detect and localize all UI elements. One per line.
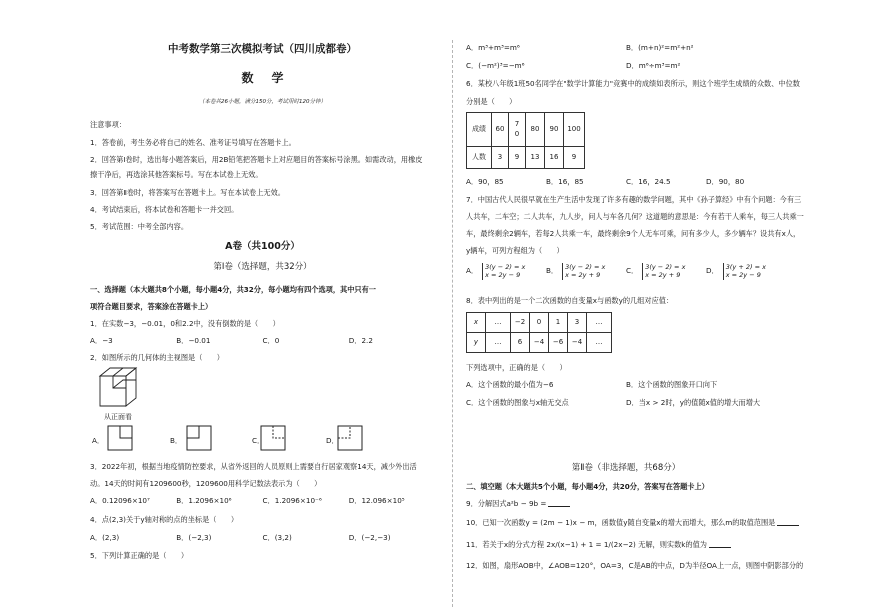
y-cell: 6 (511, 333, 530, 353)
count-cell: 9 (564, 147, 585, 169)
q1-option-c: C．0 (262, 336, 280, 345)
q6-option-b: B．16，85 (546, 177, 584, 186)
q4-option-d: D．(−2,−3) (348, 533, 391, 542)
exam-note: （本卷共26小题，满分150分，考试用时120分钟） (199, 99, 326, 105)
q3-option-a: A．0.12096×10⁷ (90, 496, 150, 505)
q7-option-c (626, 263, 706, 280)
q3-option-c: C．1.2096×10⁻⁶ (262, 496, 322, 505)
q7-option-d-system (723, 263, 766, 280)
question-8: 8．表中列出的是一个二次函数的自变量x与函数y的几组对应值： (466, 296, 674, 305)
q1-option-b: B．−0.01 (176, 336, 211, 345)
y-header: y (467, 333, 486, 353)
question-7-line-2: 人共车，二车空；二人共车，九人步，问人与车各几何？这道题的意思是：今有若干人乘车，每三人共乘一 (466, 212, 804, 221)
q7-option-a-system (482, 263, 525, 280)
score-cell: 80 (526, 113, 545, 147)
note-line-3: 擦干净后，再选涂其他答案标号。写在本试卷上无效。 (90, 170, 263, 179)
question-5-options-row2 (466, 61, 786, 71)
q7-option-b-label: B． (546, 266, 559, 276)
q7-option-b-system (562, 263, 605, 280)
notes-heading: 注意事项： (90, 120, 126, 129)
question-10 (466, 518, 799, 528)
question-7-options (466, 263, 786, 280)
note-line-2: 2．回答第Ⅰ卷时，选出每小题答案后，用2B铅笔把答题卡上对应题目的答案标号涂黑。如需改动，用橡皮 (90, 155, 423, 164)
score-cell: 7 0 (509, 113, 526, 147)
q2-option-b-label: B． (170, 436, 183, 445)
question-1-options (90, 336, 435, 346)
y-cell: −4 (568, 333, 587, 353)
question-10-text: 10．已知一次函数y = (2m − 1)x − m，函数值y随自变量x的增大而增大，那么m的取值范围是 (466, 518, 776, 527)
q2-option-a-label: A． (92, 436, 105, 445)
q8-option-d: D．当x > 2时，y的值随x值的增大而增大 (626, 398, 761, 407)
score-table (466, 112, 585, 169)
question-5: 5．下列计算正确的是（ ） (90, 551, 189, 560)
question-11-text: 11．若关于x的分式方程 2x/(x−1) + 1 = 1/(2x−2) 无解，则实数k的值为 (466, 540, 707, 549)
q5-option-a: A．m³+m³=m⁶ (466, 43, 520, 52)
part2-title: 第Ⅱ卷（非选择题，共68分） (571, 463, 681, 473)
q4-option-b: B．(−2,3) (176, 533, 212, 542)
section1-intro-1: 一、选择题（本大题共8个小题，每小题4分，共32分，每小题均有四个选项，其中只有一 (90, 285, 376, 294)
section1-intro-2: 项符合题目要求，答案涂在答题卡上） (90, 302, 213, 311)
note-line-4: 3．回答第Ⅱ卷时，将答案写在答题卡上。写在本试卷上无效。 (90, 188, 285, 197)
score-cell: 90 (545, 113, 564, 147)
answer-blank (548, 506, 570, 507)
question-4: 4．点(2,3)关于y轴对称的点的坐标是（ ） (90, 515, 239, 524)
count-cell: 16 (545, 147, 564, 169)
score-header: 成绩 (467, 113, 492, 147)
q2-option-d-label: D． (326, 436, 339, 445)
y-cell: −6 (549, 333, 568, 353)
equation-line: 3(y + 2) = x (725, 263, 766, 271)
q2-option-b-figure (185, 424, 213, 452)
count-cell: 9 (509, 147, 526, 169)
equation-line: 3(y − 2) = x (485, 263, 526, 271)
question-3-line-1: 3．2022年初，根据当地疫情防控要求，从省外返回的人员原则上需要自行居家观察14天，减少外出活 (90, 462, 417, 471)
y-cell: … (587, 333, 612, 353)
q5-option-b: B．(m+n)²=m²+n² (626, 43, 694, 52)
q2-option-a-figure (106, 424, 134, 452)
score-cell: 100 (564, 113, 585, 147)
y-cell: … (486, 333, 511, 353)
subject-title: 数学 (241, 71, 302, 85)
q7-option-d-label: D． (706, 266, 719, 276)
question-8-prompt: 下列选项中，正确的是（ ） (466, 363, 567, 372)
q8-option-b: B．这个函数的图象开口向下 (626, 380, 718, 389)
x-cell: 3 (568, 313, 587, 333)
x-cell: −2 (511, 313, 530, 333)
q2-option-d-figure (336, 424, 364, 452)
column-divider (452, 40, 453, 607)
section-a-title: A卷（共100分） (225, 241, 300, 252)
q6-option-d: D．90，80 (706, 177, 745, 186)
q1-option-d: D．2.2 (348, 336, 373, 345)
note-line-5: 4．考试结束后，将本试卷和答题卡一并交回。 (90, 205, 239, 214)
question-3-options (90, 496, 435, 506)
q7-option-a (466, 263, 546, 280)
q4-option-a: A．(2,3) (90, 533, 120, 542)
q1-option-a: A．−3 (90, 336, 113, 345)
count-header: 人数 (467, 147, 492, 169)
answer-blank (777, 525, 799, 526)
count-cell: 3 (492, 147, 509, 169)
equation-line: x = 2y − 9 (485, 271, 521, 280)
q7-option-c-system (642, 263, 685, 280)
equation-line: 3(y − 2) = x (645, 263, 686, 271)
equation-line: x = 2y + 9 (645, 271, 681, 280)
question-4-options (90, 533, 435, 543)
question-9-text: 9．分解因式a²b − 9b = (466, 499, 547, 508)
question-8-options (466, 380, 786, 390)
question-5-options (466, 43, 786, 53)
question-6-line-1: 6．某校八年级1班50名同学在"数学计算能力"竞赛中的成绩如表所示，则这个班学生成绩的众数、中位数 (466, 79, 800, 88)
q4-option-c: C．(3,2) (262, 533, 292, 542)
q2-option-c-figure (259, 424, 287, 452)
x-cell: … (486, 313, 511, 333)
question-1: 1．在实数−3，−0.01，0和2.2中，没有倒数的是（ ） (90, 319, 280, 328)
left-column (90, 0, 435, 615)
q7-option-b (546, 263, 626, 280)
note-line-1: 1．答卷前，考生务必将自己的姓名、准考证号填写在答题卡上。 (90, 138, 296, 147)
q6-option-c: C．16，24.5 (626, 177, 671, 186)
question-2: 2．如图所示的几何体的主视图是（ ） (90, 353, 224, 362)
question-6-options (466, 177, 786, 187)
q7-option-d (706, 263, 786, 280)
y-cell: −4 (530, 333, 549, 353)
q2-option-c-label: C． (252, 436, 265, 445)
function-table (466, 312, 612, 353)
question-7-line-3: 车，最终剩余2辆车，若每2人共乘一车，最终剩余9个人无车可乘，问有多少人，多少辆车？设共有x人， (466, 229, 801, 238)
question-8-options-row2 (466, 398, 786, 408)
equation-line: x = 2y − 9 (725, 271, 761, 280)
q8-option-a: A．这个函数的最小值为−6 (466, 380, 554, 389)
q6-option-a: A．90，85 (466, 177, 504, 186)
q7-option-a-label: A． (466, 266, 479, 276)
solid-figure-diagram (96, 366, 152, 414)
q8-option-c: C．这个函数的图象与x轴无交点 (466, 398, 569, 407)
q3-option-b: B．1.2096×10⁶ (176, 496, 232, 505)
q7-option-c-label: C． (626, 266, 639, 276)
q3-option-d: D．12.096×10⁵ (348, 496, 405, 505)
question-3-line-2: 动。14天的时间有1209600秒，1209600用科学记数法表示为（ ） (90, 479, 322, 488)
part1-title: 第Ⅰ卷（选择题，共32分） (213, 262, 312, 272)
figure-caption: 从正面看 (104, 413, 132, 421)
exam-title: 中考数学第三次模拟考试（四川成都卷） (168, 43, 357, 55)
right-column (466, 0, 804, 615)
x-cell: 0 (530, 313, 549, 333)
question-12: 12．如图，扇形AOB中，∠AOB=120°，OA=3，C是AB的中点，D为半径OA上一点，则图中阴影部分的 (466, 561, 804, 570)
section2-intro: 二、填空题（本大题共5个小题，每小题4分，共20分，答案写在答题卡上） (466, 482, 709, 491)
q5-option-d: D．m⁶÷m³=m² (626, 61, 681, 70)
equation-line: x = 2y + 9 (565, 271, 601, 280)
answer-blank (709, 547, 731, 548)
question-6-line-2: 分别是（ ） (466, 97, 517, 106)
q5-option-c: C．(−m²)³=−m⁶ (466, 61, 525, 70)
question-11 (466, 540, 731, 550)
x-header: x (467, 313, 486, 333)
question-7-line-1: 7．中国古代人民很早就在生产生活中发现了许多有趣的数学问题，其中《孙子算经》中有个问题：今有三 (466, 195, 802, 204)
x-cell: 1 (549, 313, 568, 333)
equation-line: 3(y − 2) = x (565, 263, 606, 271)
question-7-line-4: y辆车，可列方程组为（ ） (466, 246, 564, 255)
x-cell: … (587, 313, 612, 333)
question-9 (466, 499, 570, 509)
note-line-6: 5．考试范围：中考全部内容。 (90, 222, 189, 231)
count-cell: 13 (526, 147, 545, 169)
score-cell: 60 (492, 113, 509, 147)
